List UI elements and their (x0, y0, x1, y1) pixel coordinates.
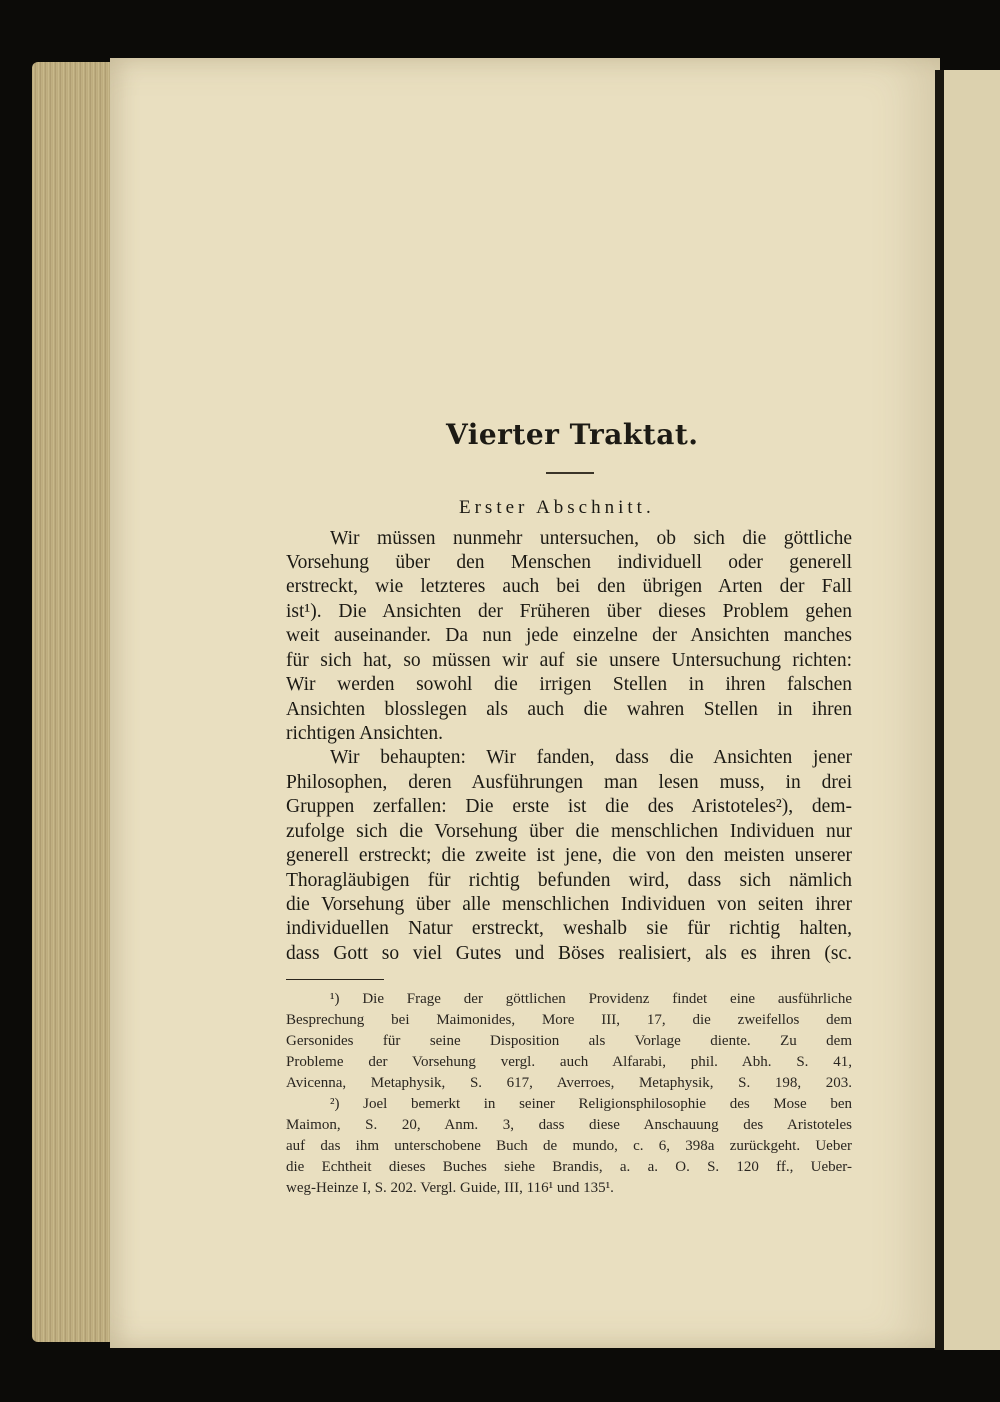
body-line: ist¹). Die Ansichten der Früheren über dieses Problem gehen (286, 601, 852, 622)
body-line: die Vorsehung über alle menschlichen Individuen von seiten ihrer (286, 894, 852, 915)
footnote-line: weg-Heinze I, S. 202. Vergl. Guide, III, 116¹ und 135¹. (286, 1180, 614, 1196)
footnote-line: Gersonides für seine Disposition als Vorlage diente. Zu dem (286, 1033, 852, 1049)
body-line: Gruppen zerfallen: Die erste ist die des Aristoteles²), dem- (286, 796, 852, 817)
footnote-line: Besprechung bei Maimonides, More III, 17, die zweifellos dem (286, 1012, 852, 1028)
footnote-line: ¹) Die Frage der göttlichen Providenz findet eine ausführliche (330, 991, 852, 1007)
body-line: für sich hat, so müssen wir auf sie unsere Untersuchung richten: (286, 650, 852, 671)
footnote-line: Avicenna, Metaphysik, S. 617, Averroes, Metaphysik, S. 198, 203. (286, 1075, 852, 1091)
body-line: individuellen Natur erstreckt, weshalb sie für richtig halten, (286, 918, 852, 939)
body-line: richtigen Ansichten. (286, 723, 444, 744)
chapter-title: Vierter Traktat. (446, 418, 699, 451)
footnote-line: auf das ihm unterschobene Buch de mundo, c. 6, 398a zurückgeht. Ueber (286, 1138, 852, 1154)
body-line: Wir werden sowohl die irrigen Stellen in ihren falschen (286, 674, 852, 695)
body-line: Vorsehung über den Menschen individuell oder generell (286, 552, 852, 573)
footnote-line: Maimon, S. 20, Anm. 3, dass diese Anschauung des Aristoteles (286, 1117, 852, 1133)
footnote-line: ²) Joel bemerkt in seiner Religionsphilosophie des Mose ben (330, 1096, 852, 1112)
facing-page-edge (944, 70, 1000, 1350)
footnote-line: Probleme der Vorsehung vergl. auch Alfarabi, phil. Abh. S. 41, (286, 1054, 852, 1070)
body-line: weit auseinander. Da nun jede einzelne der Ansichten manches (286, 625, 852, 646)
body-line: Philosophen, deren Ausführungen man lesen muss, in drei (286, 772, 852, 793)
title-rule (546, 472, 594, 474)
section-title: Erster Abschnitt. (459, 497, 655, 518)
body-line: Thoragläubigen für richtig befunden wird, dass sich nämlich (286, 870, 852, 891)
body-line: erstreckt, wie letzteres auch bei den übrigen Arten der Fall (286, 576, 852, 597)
body-line: generell erstreckt; die zweite ist jene, die von den meisten unserer (286, 845, 852, 866)
footnote-line: die Echtheit dieses Buches siehe Brandis, a. a. O. S. 120 ff., Ueber- (286, 1159, 852, 1175)
body-line: Wir müssen nunmehr untersuchen, ob sich die göttliche (330, 528, 852, 549)
body-line: zufolge sich die Vorsehung über die menschlichen Individuen nur (286, 821, 852, 842)
body-line: Ansichten blosslegen als auch die wahren Stellen in ihren (286, 699, 852, 720)
footnote-rule (286, 979, 384, 980)
body-line: dass Gott so viel Gutes und Böses realisiert, als es ihren (sc. (286, 943, 852, 964)
body-line: Wir behaupten: Wir fanden, dass die Ansichten jener (330, 747, 852, 768)
